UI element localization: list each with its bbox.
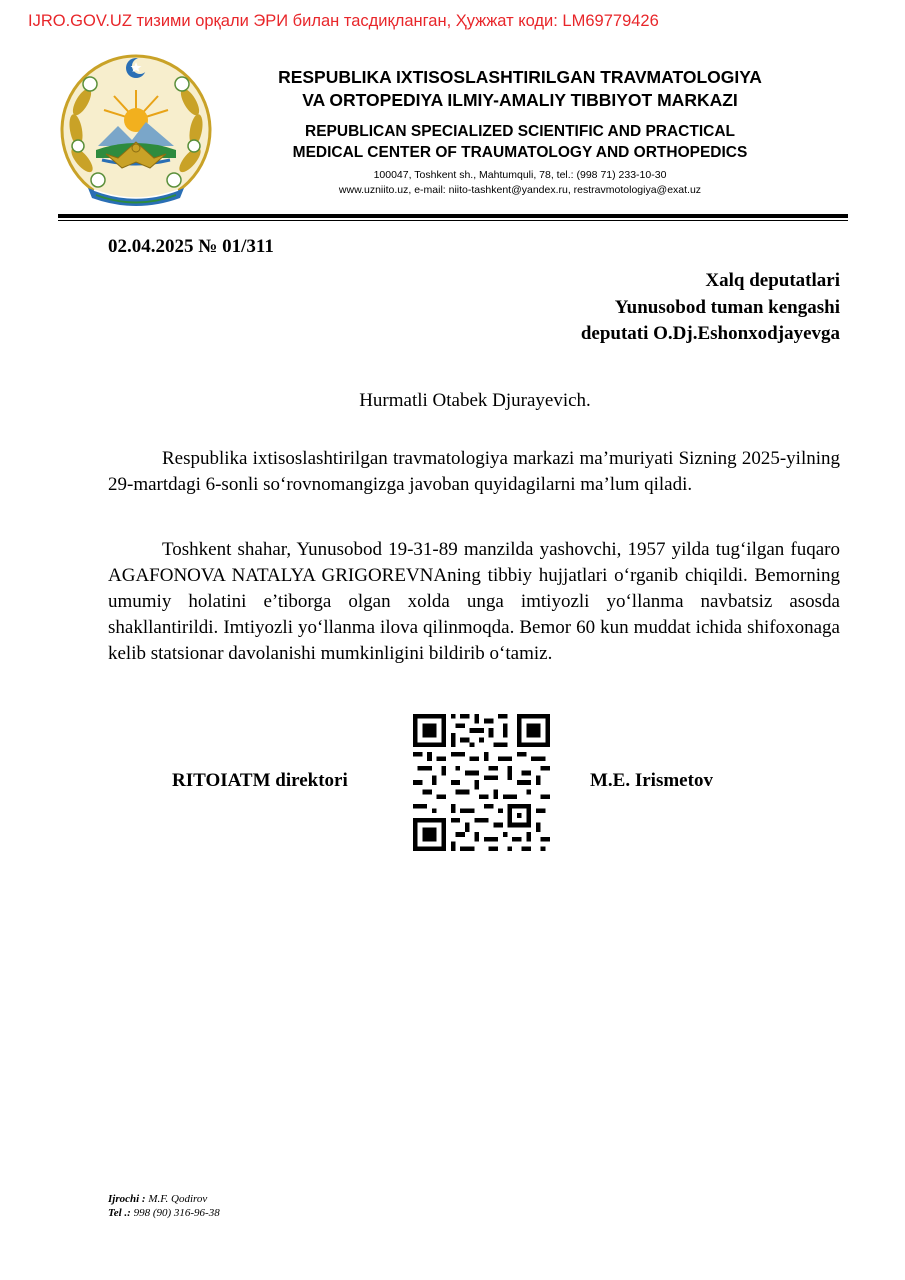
verification-banner: IJRO.GOV.UZ тизими орқали ЭРИ билан тасдиқланган, Ҳужжат коди: LM69779426: [28, 12, 659, 30]
executor-line: [108, 1192, 220, 1206]
executor-label: Ijrochi :: [108, 1193, 146, 1205]
tel-line: [108, 1206, 220, 1220]
tel-value: 998 (90) 316-96-38: [133, 1207, 220, 1219]
organization-address: [210, 168, 830, 198]
header-divider-thin: [58, 220, 848, 221]
greeting: Hurmatli Otabek Djurayevich.: [359, 390, 591, 411]
executor-name: M.F. Qodirov: [148, 1193, 208, 1205]
letter-reference: 02.04.2025 № 01/311: [108, 236, 274, 257]
contacts-line: www.uzniito.uz, e-mail: niito-tashkent@yandex.ru, restravmotologiya@exat.uz: [338, 184, 702, 196]
org-en-line-2: MEDICAL CENTER OF TRAUMATOLOGY AND ORTHOPEDICS: [292, 144, 748, 161]
addressee-line-2: Yunusobod tuman kengashi: [614, 296, 840, 318]
paragraph-2-text: Toshkent shahar, Yunusobod 19-31-89 manzilda yashovchi, 1957 yilda tug‘ilgan fuqaro AGAFONOVA NATALYA GRIGOREVNAning tibbiy hujjatlari o‘rganib chiqildi. Bemorning umumiy holatini e’tiborga olgan xolda unga imtiyozli yo‘llanma navbatsiz asosda shakllantirildi. Imtiyozli yo‘llanma ilova qilinmoqda. Bemor 60 kun muddat ichida shifoxonaga kelib statsionar davolanishi mumkinligini bildirib o‘tamiz.: [108, 539, 840, 664]
addressee-block: [581, 268, 840, 348]
header-divider-thick: [58, 214, 848, 218]
executor-footer: [108, 1192, 220, 1220]
org-en-line-1: REPUBLICAN SPECIALIZED SCIENTIFIC AND PRACTICAL: [305, 123, 735, 140]
body-paragraph-2: [108, 537, 840, 667]
org-uz-line-1: RESPUBLIKA IXTISOSLASHTIRILGAN TRAVMATOLOGIYA: [278, 67, 762, 87]
signatory-name: M.E. Irismetov: [590, 770, 713, 791]
addressee-line-1: Xalq deputatlari: [705, 270, 840, 291]
addressee-line-3: deputati O.Dj.Eshonxodjayevga: [580, 323, 840, 344]
paragraph-1-text: Respublika ixtisoslashtirilgan travmatologiya markazi ma’muriyati Sizning 2025-yilning 29-martdagi 6-sonli so‘rovnomangizga javoban quyidagilarni ma’lum qiladi.: [108, 448, 840, 495]
organization-name-uz: [210, 66, 830, 112]
signatory-title: RITOIATM direktori: [172, 770, 348, 791]
qr-code-icon: [413, 714, 550, 851]
organization-name-en: [210, 121, 830, 163]
org-uz-line-2: VA ORTOPEDIYA ILMIY-AMALIY TIBBIYOT MARKAZI: [302, 90, 738, 110]
body-paragraph-1: [108, 446, 840, 498]
state-emblem-icon: [58, 50, 214, 206]
tel-label: Tel .:: [108, 1207, 131, 1219]
address-line: 100047, Toshkent sh., Mahtumquli, 78, tel.: (998 71) 233-10-30: [373, 169, 667, 181]
